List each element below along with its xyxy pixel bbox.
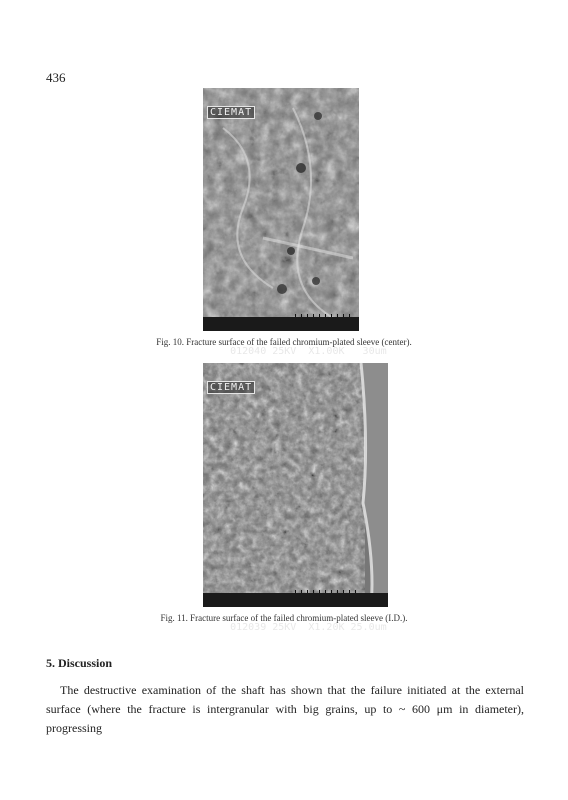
- fracture-texture-image: [203, 88, 359, 331]
- page-number: 436: [46, 70, 66, 85]
- figure-10-caption: Fig. 10. Fracture surface of the failed chromium-plated sleeve (center).: [156, 337, 412, 347]
- figure-11-caption: Fig. 11. Fracture surface of the failed chromium-plated sleeve (I.D.).: [160, 613, 408, 623]
- fracture-texture-image: [203, 363, 388, 607]
- sem-databar-text: 012039 25KV X1.20K 25.0um: [230, 622, 387, 633]
- lab-watermark: CIEMAT: [207, 381, 255, 394]
- lab-watermark: CIEMAT: [207, 106, 255, 119]
- scale-bar: [295, 314, 355, 317]
- body-paragraph: The destructive examination of the shaft has shown that the failure initiated at the external surface (where the fracture is intergranular with big grains, up to ~ 600 μm in diameter), progressing: [46, 683, 524, 735]
- scale-bar: [295, 590, 359, 593]
- section-heading: 5. Discussion: [46, 656, 113, 670]
- sem-databar-text: 012040 25KV X1.00K 30um: [230, 346, 387, 357]
